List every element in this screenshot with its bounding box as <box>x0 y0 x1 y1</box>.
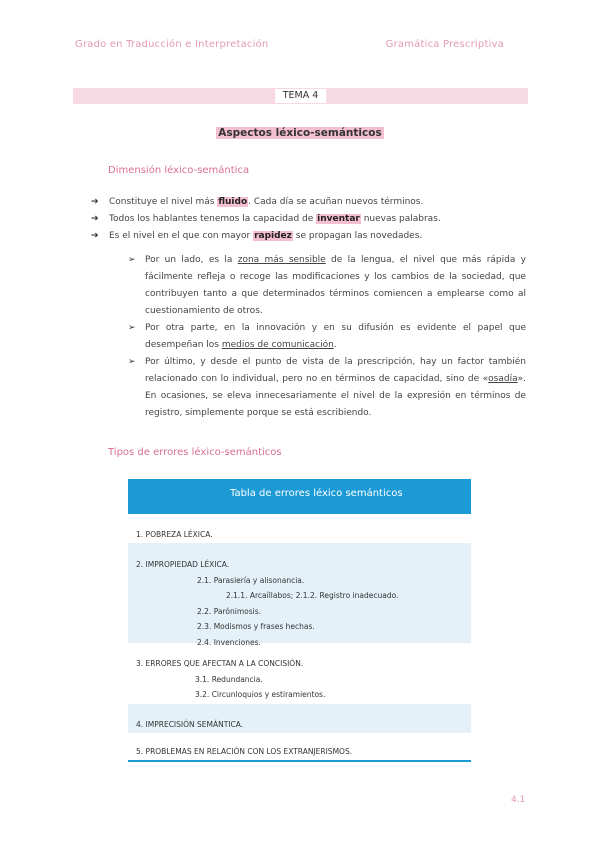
sub-bullet-text: Por otra parte, en la innovación y en su difusión es evidente el papel que desempeñan los <box>145 323 526 350</box>
header-left: Grado en Traducción e Interpretación <box>75 39 269 50</box>
table-row-heading: 2. IMPROPIEDAD LÉXICA. <box>136 560 230 569</box>
bullet-text: Es el nivel en el que con mayor <box>109 231 254 241</box>
table-row-heading: 3. ERRORES QUE AFECTAN A LA CONCISIÓN. <box>136 659 304 668</box>
table-row <box>128 733 471 760</box>
table-row <box>128 643 471 704</box>
page-title <box>0 121 600 140</box>
sub-bullet-item <box>128 320 526 354</box>
tema-label: TEMA 4 <box>275 89 327 103</box>
sub-bullet-text: de la lengua, el nivel que más rápida y fácilmente refleja o recoge las modificaciones y los cambios de la sociedad, que contribuyen tanto a que determinados términos comiencen a emplearse como al cuestionamiento de otros. <box>145 255 527 316</box>
bullet-item <box>91 211 531 228</box>
table-subitem: 2.3. Modismos y frases hechas. <box>197 622 315 631</box>
page-title-text: Aspectos léxico-semánticos <box>218 127 382 139</box>
table-row-heading: 1. POBREZA LÉXICA. <box>136 530 213 539</box>
error-table <box>128 479 471 762</box>
bullet-list <box>91 194 531 245</box>
table-row-heading: 5. PROBLEMAS EN RELACIÓN CON LOS EXTRANJERISMOS. <box>136 747 353 756</box>
sub-bullet-underline: zona más sensible <box>237 255 326 265</box>
sub-bullet-item <box>128 354 526 422</box>
bullet-text: se propagan las novedades. <box>292 231 423 241</box>
tema-bar <box>73 88 528 104</box>
sub-bullet-text: Por último, y desde el punto de vista de la prescripción, hay un factor también relacionado con lo individual, pero no en términos de capacidad, sino de « <box>145 357 526 384</box>
table-subitem: 2.1. Parasiería y alisonancia. <box>197 575 305 585</box>
bullet-text: Constituye el nivel más <box>109 197 218 207</box>
header-right: Gramática Prescriptiva <box>385 39 504 50</box>
section-heading-dimension: Dimensión léxico-semántica <box>108 165 250 176</box>
bullet-highlight: rapidez <box>254 231 292 241</box>
sub-bullet-underline: osadía <box>488 374 518 384</box>
bullet-text: . Cada día se acuñan nuevos términos. <box>248 197 424 207</box>
bullet-text: Todos los hablantes tenemos la capacidad de <box>109 214 317 224</box>
sub-bullet-text: . <box>333 340 337 350</box>
sub-bullet-list <box>128 252 526 422</box>
table-subitem: 3.1. Redundancia. <box>195 674 263 684</box>
table-subitem: 2.4. Invenciones. <box>197 637 261 647</box>
sub-bullet-text: Por un lado, es la <box>145 255 238 265</box>
sub-bullet-underline: medios de comunicación <box>221 340 334 350</box>
sub-bullet-text: ». En ocasiones, se eleva innecesariamente el nivel de la expresión en términos de registro, simplemente porque se está escribiendo. <box>145 374 526 418</box>
table-row <box>128 543 471 647</box>
table-row <box>128 704 471 733</box>
table-subitem: 2.1.1. Arcaíllabos; 2.1.2. Registro inadecuado. <box>226 591 399 600</box>
table-row-heading: 4. IMPRECISIÓN SEMÁNTICA. <box>136 720 244 729</box>
page-number: 4.1 <box>511 795 526 805</box>
bullet-item <box>91 228 531 245</box>
table-title: Tabla de errores léxico semánticos <box>128 479 471 514</box>
table-row <box>128 514 471 543</box>
section-heading-tipos: Tipos de errores léxico-semánticos <box>108 447 282 458</box>
bullet-highlight: inventar <box>317 214 360 224</box>
table-subitem: 2.2. Parónimosis. <box>197 606 261 616</box>
bullet-highlight: fluido <box>218 197 248 207</box>
bullet-text: nuevas palabras. <box>360 214 441 224</box>
table-subitem: 3.2. Circunloquios y estiramientos. <box>195 690 326 699</box>
sub-bullet-item <box>128 252 526 320</box>
table-bottom-border <box>128 760 471 762</box>
bullet-item <box>91 194 531 211</box>
